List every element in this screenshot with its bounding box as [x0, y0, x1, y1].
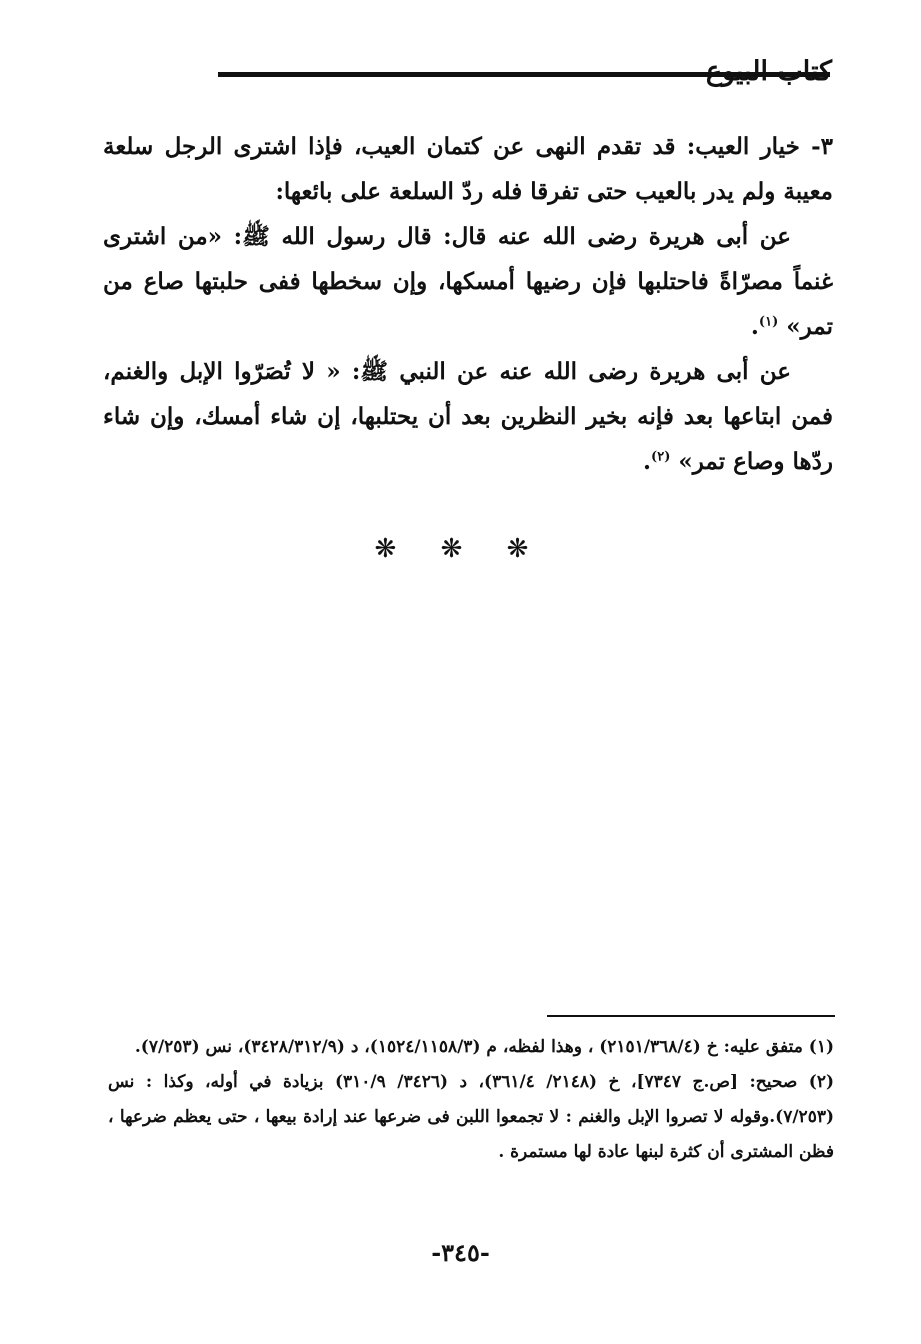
section-separator: ❋ ❋ ❋ [374, 534, 547, 564]
footnote-ref[interactable]: (١) [758, 314, 779, 330]
paragraph-tail: . [643, 448, 652, 475]
main-text [103, 124, 833, 484]
page-number: -٣٤٥- [431, 1238, 490, 1267]
paragraph-text: ٣- خيار العيب: قد تقدم النهى عن كتمان العيب، فإذا اشترى الرجل سلعة معيبة ولم يدر بالعيب حتى تفرقا فله ردّ السلعة على بائعها: [103, 133, 833, 205]
paragraph-hadith-1 [103, 214, 833, 349]
running-header [96, 52, 832, 96]
paragraph-tail: . [750, 313, 759, 340]
header-title: كتاب البيوع [705, 56, 832, 87]
paragraph-hadith-2 [103, 349, 833, 484]
footnote-2: (٢) صحيح: [ص.ج ٧٣٤٧]، خ (٢١٤٨/ ٣٦١/٤)، د (٣٤٢٦/ ٣١٠/٩) بزيادة في أوله، وكذا : نس (٧/٢٥٣).وقوله لا تصروا الإبل والغنم : لا تجمعوا اللبن فى ضرعها عند إرادة بيعها ، حتى يعظم ضرعها ، فظن المشترى أن كثرة لبنها عادة لها مستمرة . [108, 1072, 834, 1162]
footnote-rule [547, 1015, 835, 1017]
paragraph-text: عن أبى هريرة رضى الله عنه عن النبي ﷺ: « لا تُصَرّوا الإبل والغنم، فمن ابتاعها بعد فإنه بخير النظرين بعد أن يحتلبها، إن شاء أمسك، وإن شاء ردّها وصاع تمر» [103, 358, 833, 475]
paragraph-khiyar-al-ayb [103, 124, 833, 214]
paragraph-text: عن أبى هريرة رضى الله عنه قال: قال رسول الله ﷺ: «من اشترى غنماً مصرّاةً فاحتلبها فإن رضيها أمسكها، وإن سخطها ففى حلبتها صاع من تمر» [103, 223, 833, 340]
footnote-1: (١) متفق عليه: خ (٢١٥١/٣٦٨/٤) ، وهذا لفظه، م (١٥٢٤/١١٥٨/٣)، د (٣٤٢٨/٣١٢/٩)، نس (٧/٢٥٣). [134, 1037, 834, 1057]
footnote-ref[interactable]: (٢) [651, 449, 671, 465]
footnotes [108, 1030, 834, 1170]
